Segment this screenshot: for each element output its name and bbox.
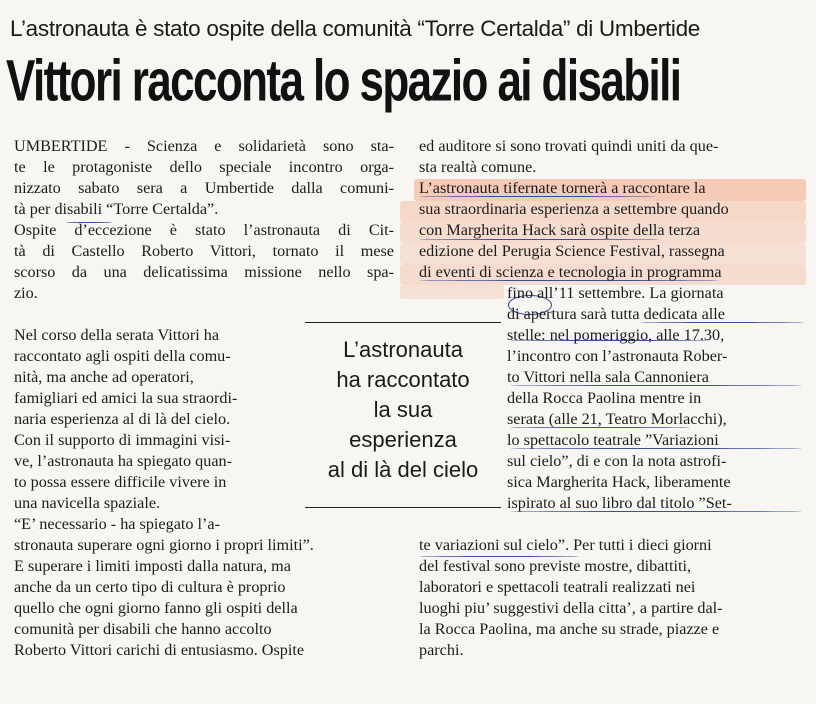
text-fragment: all’11 settembre. La giornata bbox=[533, 284, 724, 302]
text-line: Nel corso della serata Vittori ha bbox=[14, 326, 220, 344]
text-line: stelle: nel pomeriggio, alle 17.30, bbox=[507, 326, 725, 344]
text-line: naria esperienza al di là del cielo. bbox=[14, 410, 231, 428]
text-line: quello che ogni giorno fanno gli ospiti della bbox=[14, 599, 298, 617]
text-line: zio. bbox=[14, 284, 38, 302]
pull-quote-line: al di là del cielo bbox=[327, 457, 479, 482]
column-right-bottom bbox=[419, 535, 805, 661]
pull-quote-line: esperienza bbox=[349, 427, 457, 452]
column-left-bottom bbox=[14, 535, 394, 661]
text-line: E superare i limiti imposti dalla natura, ma bbox=[14, 557, 291, 575]
text-line: tà di Castello Roberto Vittori, tornato il mese bbox=[14, 242, 394, 260]
article-kicker: L’astronauta è stato ospite della comunità “Torre Certalda” di Umbertide bbox=[10, 16, 701, 41]
text-line: parchi. bbox=[419, 641, 464, 659]
text-line: “E’ necessario - ha spiegato l’a- bbox=[14, 515, 220, 533]
article-headline: Vittori racconta lo spazio ai disabili bbox=[6, 49, 681, 114]
text-line: sta realtà comune. bbox=[419, 158, 537, 176]
text-line: lo spettacolo teatrale ”Variazioni bbox=[507, 431, 719, 449]
text-line: famigliari ed amici la sua straordi- bbox=[14, 389, 238, 407]
text-line: nizzato sabato sera a Umbertide dalla comuni- bbox=[14, 179, 394, 197]
text-line: tà per disabili “Torre Certalda”. bbox=[14, 200, 219, 218]
text-line bbox=[507, 283, 805, 304]
text-line: con Margherita Hack sarà ospite della terza bbox=[419, 221, 701, 239]
text-line: del festival sono previste mostre, dibattiti, bbox=[419, 557, 691, 575]
text-line: raccontato agli ospiti della comu- bbox=[14, 347, 231, 365]
column-right-top bbox=[419, 136, 805, 283]
text-line: te variazioni sul cielo”. Per tutti i dieci giorni bbox=[419, 536, 712, 554]
text-line: Ospite d’eccezione è stato l’astronauta di Cit- bbox=[14, 221, 394, 239]
text-line: la Rocca Paolina, ma anche su strade, piazze e bbox=[419, 620, 720, 638]
text-line: luoghi piu’ suggestivi della citta’, a partire dal- bbox=[419, 599, 723, 617]
text-line: scorso da una delicatissima missione nello spa- bbox=[14, 263, 394, 281]
text-line: stronauta superare ogni giorno i propri limiti”. bbox=[14, 536, 314, 554]
text-line: Roberto Vittori carichi di entusiasmo. Ospite bbox=[14, 641, 305, 659]
text-line: to possa essere difficile vivere in bbox=[14, 473, 227, 491]
text-line: edizione del Perugia Science Festival, rassegna bbox=[419, 242, 725, 260]
highlighter-mark bbox=[400, 285, 504, 299]
text-line: della Rocca Paolina mentre in bbox=[507, 389, 702, 407]
text-line: laboratori e spettacoli teatrali realizzati nei bbox=[419, 578, 696, 596]
column-left-top bbox=[14, 136, 394, 304]
column-right-middle bbox=[507, 283, 805, 514]
text-line: L’astronauta tifernate tornerà a raccontare la bbox=[419, 179, 706, 197]
column-left-middle bbox=[14, 325, 290, 535]
pull-quote bbox=[305, 322, 501, 508]
text-line: to Vittori nella sala Cannoniera bbox=[507, 368, 709, 386]
text-line: nità, ma anche ad operatori, bbox=[14, 368, 194, 386]
circled-word: fino bbox=[507, 284, 534, 302]
pull-quote-line: L’astronauta bbox=[343, 337, 463, 362]
text-line: una navicella spaziale. bbox=[14, 494, 161, 512]
text-line: di apertura sarà tutta dedicata alle bbox=[507, 305, 725, 323]
pull-quote-line: la sua bbox=[373, 397, 433, 422]
pull-quote-line: ha raccontato bbox=[336, 367, 470, 392]
text-line: sica Margherita Hack, liberamente bbox=[507, 473, 731, 491]
text-line: sua straordinaria esperienza a settembre quando bbox=[419, 200, 729, 218]
text-line: di eventi di scienza e tecnologia in programma bbox=[419, 263, 722, 281]
text-line: ve, l’astronauta ha spiegato quan- bbox=[14, 452, 233, 470]
text-line: sul cielo”, di e con la nota astrofi- bbox=[507, 452, 727, 470]
text-line: UMBERTIDE - Scienza e solidarietà sono sta- bbox=[14, 137, 394, 155]
text-line: te le protagoniste dello speciale incontro orga- bbox=[14, 158, 394, 176]
text-line: serata (alle 21, Teatro Morlacchi), bbox=[507, 410, 727, 428]
text-line: ed auditore si sono trovati quindi uniti da que- bbox=[419, 137, 719, 155]
text-line: comunità per disabili che hanno accolto bbox=[14, 620, 272, 638]
text-line: ispirato al suo libro dal titolo ”Set- bbox=[507, 494, 732, 512]
text-line: l’incontro con l’astronauta Rober- bbox=[507, 347, 728, 365]
text-line: Con il supporto di immagini visi- bbox=[14, 431, 231, 449]
text-line: anche da un certo tipo di cultura è proprio bbox=[14, 578, 286, 596]
